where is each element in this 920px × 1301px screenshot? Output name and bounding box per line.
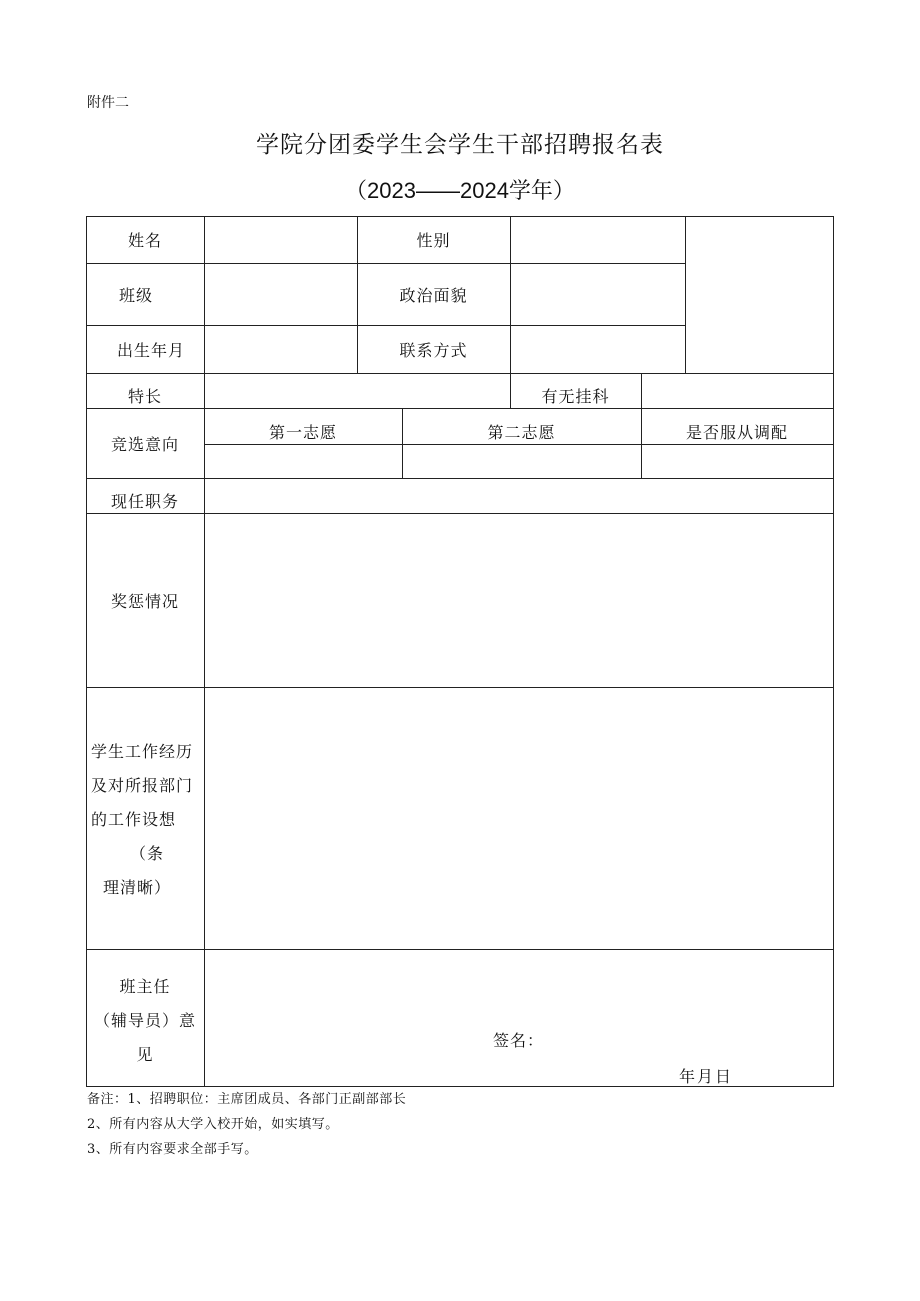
birth-field[interactable] (205, 326, 357, 373)
first-choice-label: 第一志愿 (268, 422, 337, 442)
specialty-label: 特长 (127, 387, 162, 406)
failed-courses-field[interactable] (642, 374, 833, 408)
gender-field[interactable] (511, 217, 685, 263)
signature-label: 签名： (493, 1031, 545, 1050)
experience-label-line: （条 (129, 844, 164, 863)
attachment-label: 附件二 (87, 95, 129, 111)
form-title: 学院分团委学生会学生干部招聘报名表 (256, 132, 664, 158)
current-position-label: 现任职务 (110, 492, 179, 511)
political-status-field[interactable] (511, 264, 685, 325)
contact-label: 联系方式 (399, 340, 468, 360)
current-position-field[interactable] (205, 479, 833, 513)
teacher-opinion-field[interactable] (205, 950, 833, 1086)
note-line: 2、所有内容从大学入校开始，如实填写。 (87, 1117, 339, 1132)
experience-field[interactable] (205, 688, 833, 949)
name-label: 姓名 (127, 231, 162, 250)
accept-adjust-label: 是否服从调配 (685, 422, 788, 442)
note-line: 备注：1、招聘职位：主席团成员、各部门正副部部长 (87, 1092, 407, 1107)
specialty-field[interactable] (205, 374, 510, 408)
political-status-label: 政治面貌 (399, 285, 468, 305)
note-line: 3、所有内容要求全部手写。 (87, 1142, 258, 1157)
failed-courses-label: 有无挂科 (541, 387, 610, 406)
awards-label: 奖惩情况 (110, 591, 179, 611)
contact-field[interactable] (511, 326, 685, 373)
second-choice-label: 第二志愿 (487, 422, 556, 442)
date-label: 年月日 (679, 1067, 734, 1086)
class-label: 班级 (118, 285, 153, 305)
preference-label: 竞选意向 (110, 434, 179, 454)
experience-label (91, 735, 203, 905)
teacher-opinion-label-line: （辅导员）意 (93, 1011, 196, 1030)
photo-area[interactable] (686, 217, 833, 373)
name-field[interactable] (205, 217, 357, 263)
teacher-opinion-label-line: 班主任 (119, 977, 171, 996)
class-field[interactable] (205, 264, 357, 325)
awards-field[interactable] (205, 514, 833, 687)
experience-label-line: 理清晰） (103, 878, 172, 897)
gender-label: 性别 (416, 231, 451, 250)
teacher-opinion-label (86, 970, 204, 1072)
experience-label-line: 学生工作经历 (91, 742, 194, 761)
teacher-opinion-label-line: 见 (136, 1045, 154, 1064)
birth-label: 出生年月 (116, 340, 185, 360)
experience-label-line: 及对所报部门 (91, 776, 194, 795)
form-subtitle: （2023——2024学年） (345, 178, 575, 203)
experience-label-line: 的工作设想 (91, 810, 177, 829)
